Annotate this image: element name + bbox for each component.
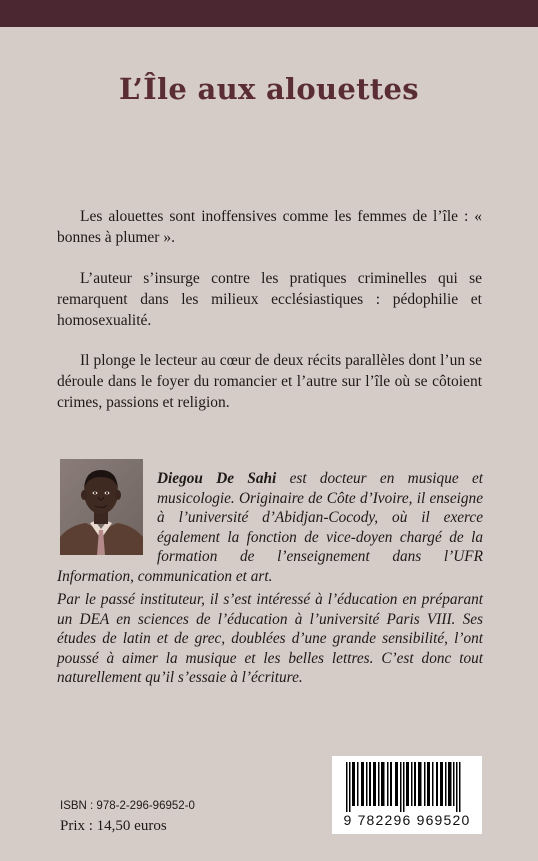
blurb-paragraph-3: Il plonge le lecteur au cœur de deux récits parallèles dont l’un se déroule dans le foyer du romancier et l’autre sur l’île où se côtoient crimes, passions et religion. <box>57 352 482 411</box>
book-title: L’Île aux alouettes <box>119 72 419 106</box>
barcode-bars <box>342 762 472 812</box>
top-color-band <box>0 0 538 27</box>
author-name: Diegou De Sahi <box>157 470 277 487</box>
author-bio <box>57 469 483 586</box>
blurb-paragraph-1: Les alouettes sont inoffensives comme les femmes de l’île : « bonnes à plumer ». <box>57 208 482 246</box>
blurb-paragraph-2: L’auteur s’insurge contre les pratiques criminelles qui se remarquent dans les milieux ecclésiastiques : pédophilie et homosexualité. <box>57 270 482 329</box>
barcode-number: 9 782296 969520 <box>343 812 471 828</box>
author-bio-text: est docteur en musique et musicologie. Originaire de Côte d’Ivoire, il enseigne à l’université d’Abidjan-Cocody, où il exerce également la fonction de vice-doyen chargé de la formation de l’enseignement dans l’UFR Information, communication et art. <box>57 470 483 585</box>
barcode <box>332 756 482 834</box>
author-bio-continued: Par le passé instituteur, il s’est intéressé à l’éducation en préparant un DEA en sciences de l’éducation à l’université Paris VIII. Ses études de latin et de grec, doublées d’une grande sensibilité, l’ont poussé à aimer la musique et les belles lettres. C’est donc tout naturellement qu’il s’essaie à l’écriture. <box>57 591 483 686</box>
photo-spacer <box>57 469 157 563</box>
isbn: ISBN : 978-2-296-96952-0 <box>60 800 195 812</box>
price: Prix : 14,50 euros <box>60 818 167 834</box>
